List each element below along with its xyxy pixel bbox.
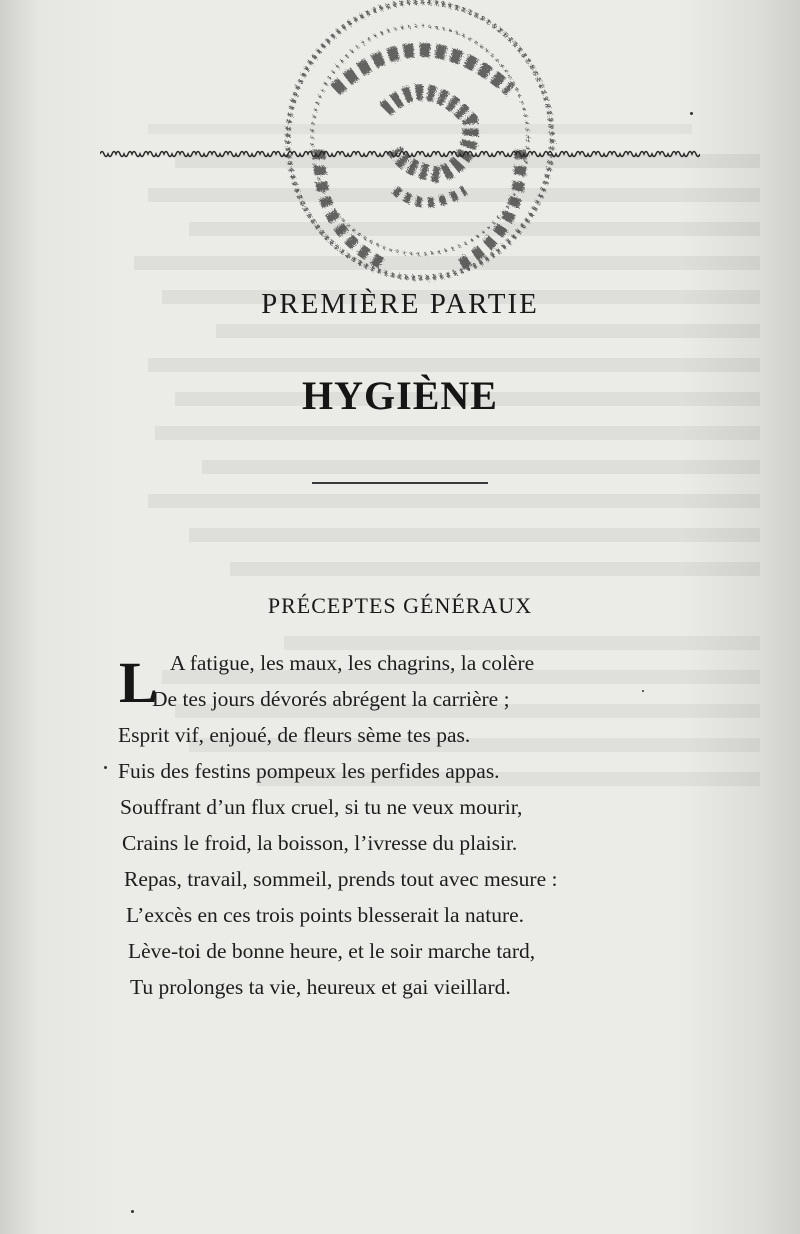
poem-line: Repas, travail, sommeil, prends tout avec mesure : <box>124 867 558 891</box>
poem-line: De tes jours dévorés abrégent la carrière ; <box>152 687 510 711</box>
poem-line: L’excès en ces trois points blesserait la nature. <box>126 903 525 927</box>
title-divider <box>312 482 488 484</box>
poem-line: A fatigue, les maux, les chagrins, la colère <box>170 651 535 675</box>
poem-line: Souffrant d’un flux cruel, si tu ne veux mourir, <box>120 795 523 819</box>
drop-cap: L <box>119 650 158 715</box>
poem-line: Esprit vif, enjoué, de fleurs sème tes pas. <box>118 723 471 747</box>
poem-line: Tu prolonges ta vie, heureux et gai vieillard. <box>130 975 511 999</box>
wavy-rule-icon <box>100 144 700 164</box>
poem-line: Fuis des festins pompeux les perfides appas. <box>118 759 500 783</box>
part-title: PREMIÈRE PARTIE <box>261 288 539 320</box>
poem-line: Lève-toi de bonne heure, et le soir marche tard, <box>128 939 536 963</box>
poem-line: Crains le froid, la boisson, l’ivresse du plaisir. <box>122 831 518 855</box>
page-title: HYGIÈNE <box>302 373 498 418</box>
section-title: PRÉCEPTES GÉNÉRAUX <box>267 593 533 618</box>
